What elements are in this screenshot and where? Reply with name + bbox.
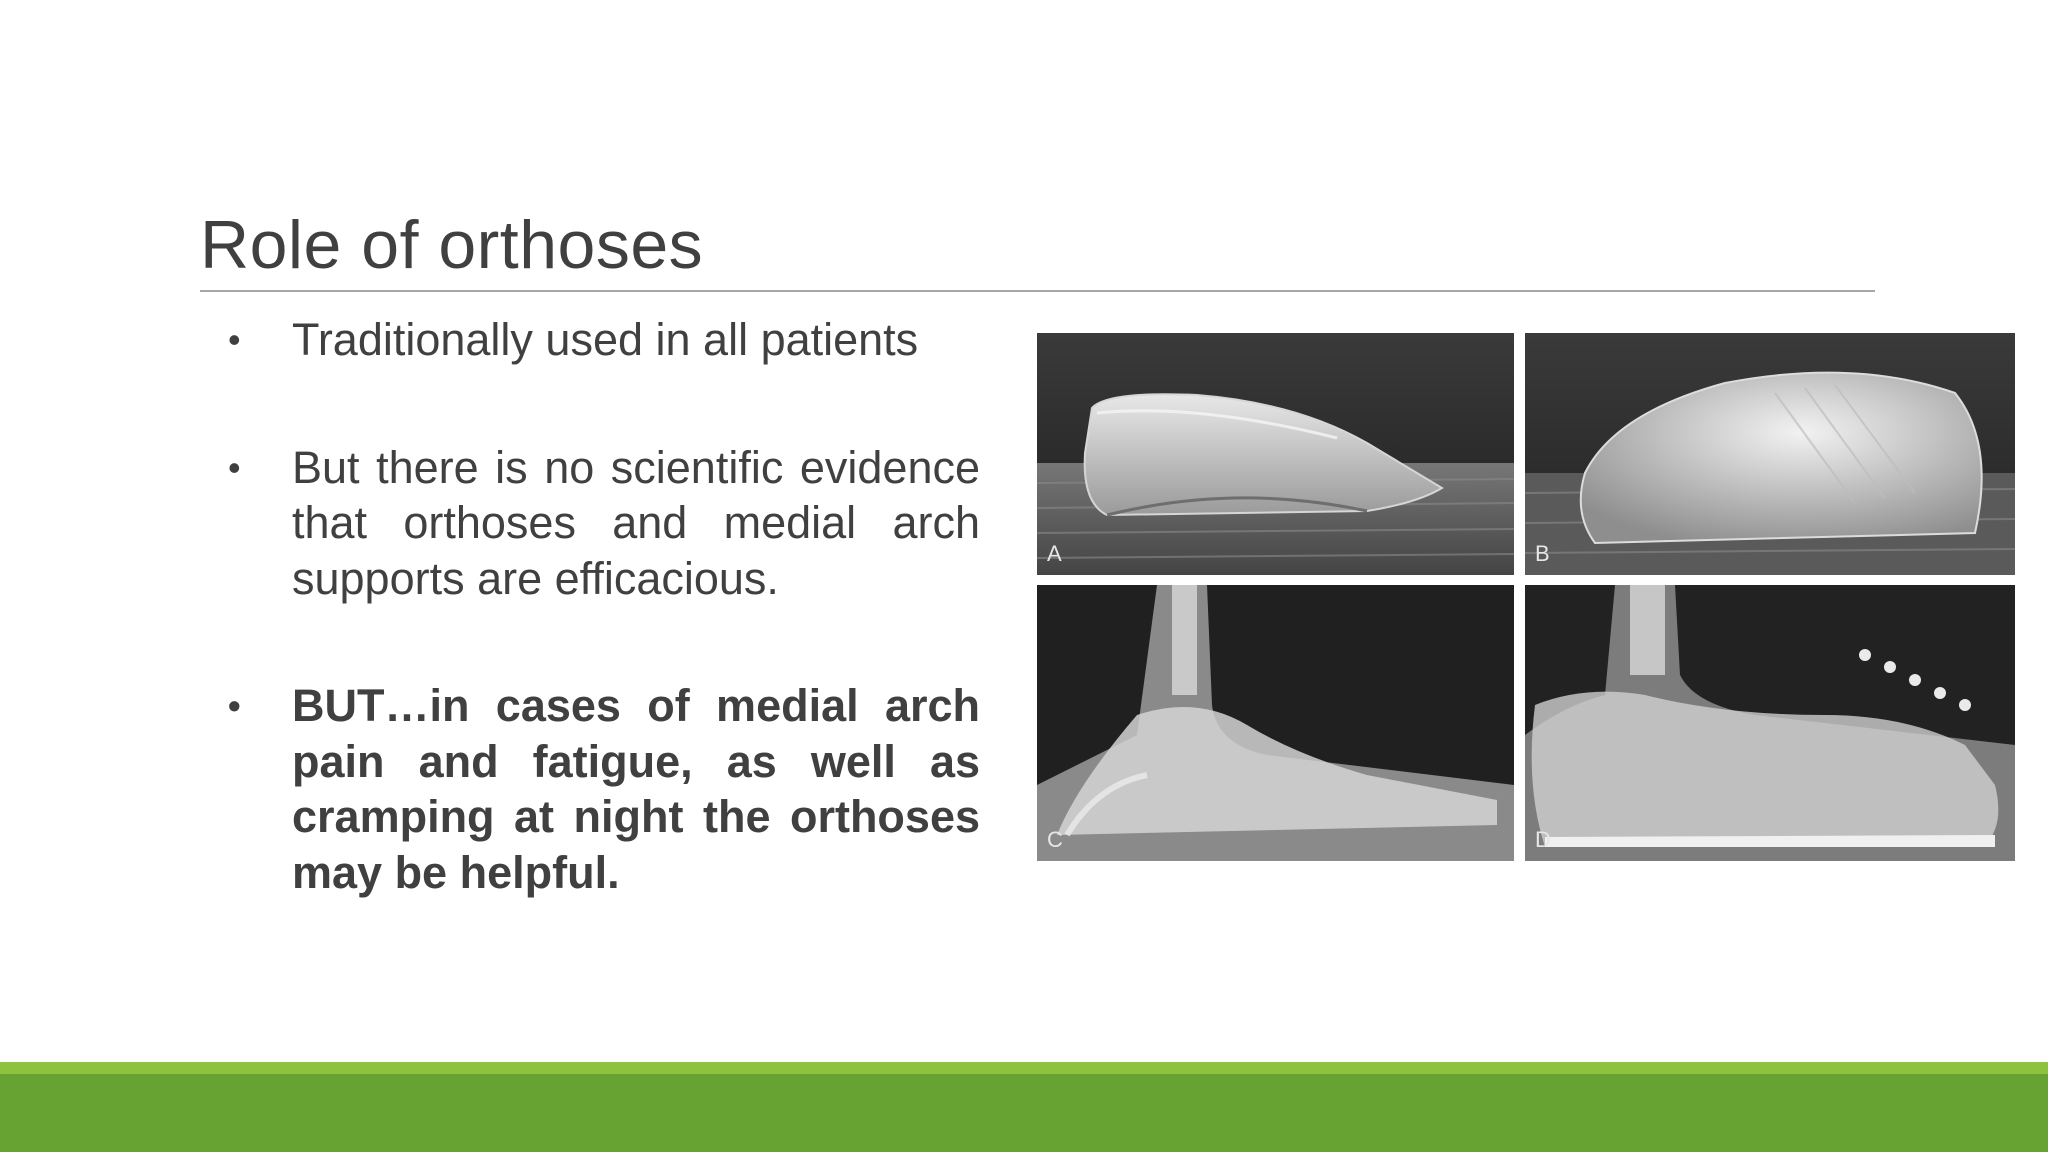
panel-label-a: A	[1047, 541, 1062, 566]
bullet-dot-icon: •	[228, 685, 241, 726]
bullet-dot-icon: •	[228, 319, 241, 360]
footer-bar	[0, 1074, 2048, 1152]
bullet-list	[228, 312, 980, 900]
bullet-text: BUT…in cases of medial arch pain and fatigue, as well as cramping at night the orthoses may be helpful.	[292, 680, 980, 898]
orthosis-side-view-image	[1037, 333, 1514, 575]
figure-panel-b	[1525, 333, 2015, 575]
panel-label-d: D	[1535, 827, 1551, 852]
bullet-item	[228, 312, 980, 368]
slide-title: Role of orthoses	[200, 207, 704, 283]
bullet-dot-icon: •	[228, 446, 241, 488]
bullet-text: But there is no scientific evidence that orthoses and medial arch supports are efficacious.	[292, 441, 980, 604]
footer-accent-bar	[0, 1062, 2048, 1074]
title-divider	[200, 290, 1875, 292]
panel-label-b: B	[1535, 541, 1550, 566]
foot-in-shoe-xray-image	[1525, 585, 2015, 861]
orthosis-heel-view-image	[1525, 333, 2015, 575]
foot-xray-image	[1037, 585, 1514, 861]
bullet-item	[228, 440, 980, 607]
bullet-item	[228, 678, 980, 900]
figure-panel-d	[1525, 585, 2015, 861]
figure-panel-c	[1037, 585, 1514, 861]
bullet-text: Traditionally used in all patients	[292, 314, 919, 365]
orthoses-figure	[1037, 333, 2017, 861]
figure-panel-a	[1037, 333, 1514, 575]
panel-label-c: C	[1047, 827, 1063, 852]
